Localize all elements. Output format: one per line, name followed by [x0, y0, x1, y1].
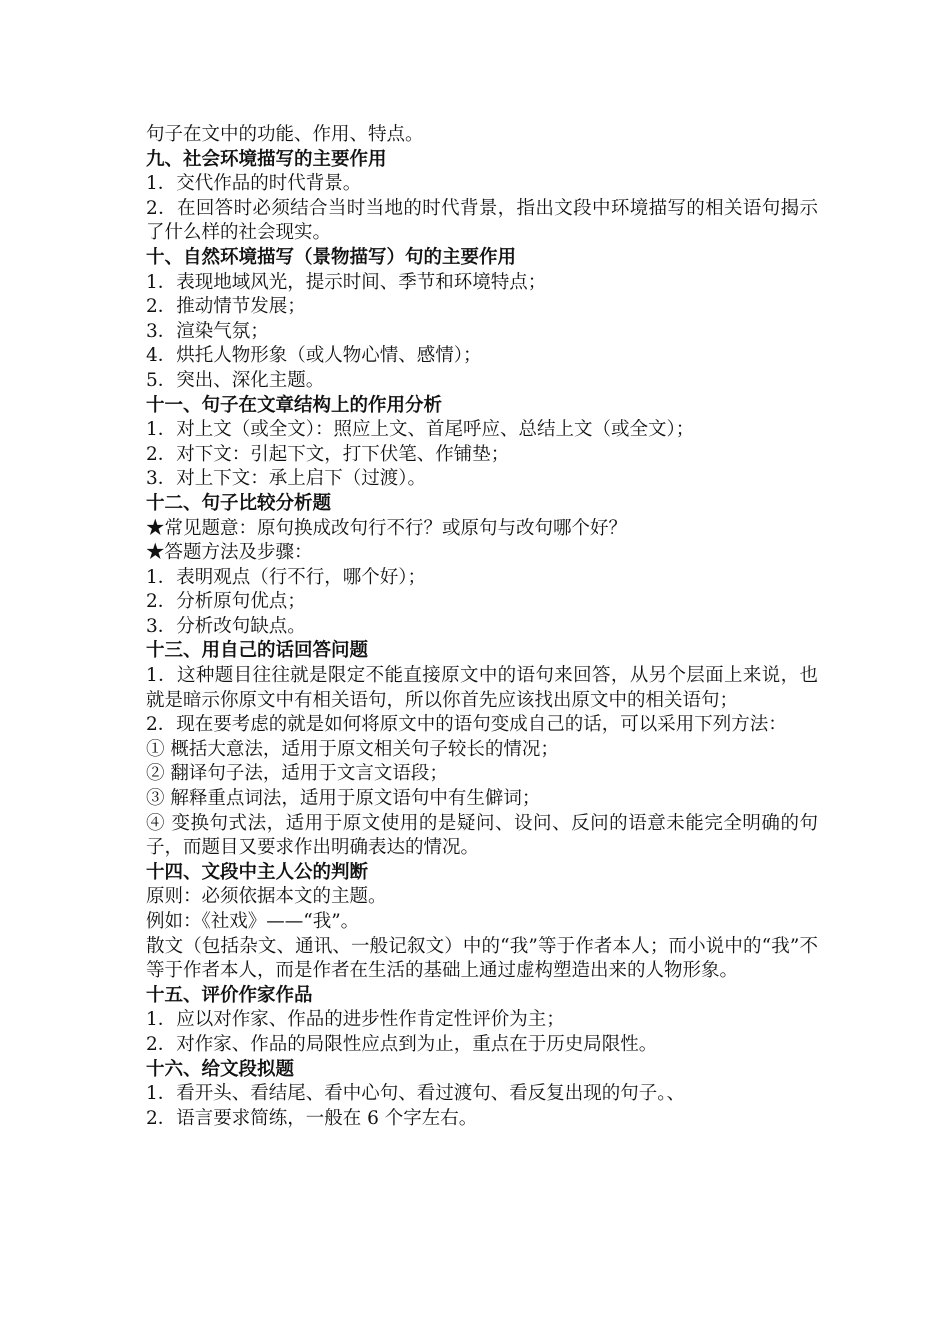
section-14-item: 例如：《社戏》——“我”。 — [146, 911, 360, 932]
section-heading-14: 十四、文段中主人公的判断 — [146, 861, 369, 883]
section-13-item: ③ 解释重点词法，适用于原文语句中有生僻词； — [146, 788, 541, 810]
section-15-item: 1．应以对作家、作品的进步性作肯定性评价为主； — [146, 1009, 565, 1031]
section-12-item: 2．分析原句优点； — [146, 591, 306, 613]
section-13-item: ② 翻译句子法，适用于文言文语段； — [146, 763, 448, 785]
section-11-item: 2．对下文：引起下文，打下伏笔、作铺垫； — [146, 443, 510, 465]
section-13-item: 1．这种题目往往就是限定不能直接原文中的语句来回答，从另个层面上来说，也就是暗示你原文中有相关语句，所以你首先应该找出原文中的相关语句； — [146, 665, 818, 711]
section-11-item: 3．对上下文：承上启下（过渡）。 — [146, 468, 427, 490]
section-heading-16: 十六、给文段拟题 — [146, 1058, 295, 1080]
section-10-item: 2．推动情节发展； — [146, 296, 306, 318]
section-12-item: 3．分析改句缺点。 — [146, 615, 306, 637]
section-13-item: ④ 变换句式法，适用于原文使用的是疑问、设问、反问的语意未能完全明确的句子，而题目又要求作出明确表达的情况。 — [146, 812, 818, 859]
section-12-item: ★常见题意：原句换成改句行不行？或原句与改句哪个好？ — [146, 517, 628, 539]
section-heading-9: 九、社会环境描写的主要作用 — [146, 148, 387, 170]
section-heading-11: 十一、句子在文章结构上的作用分析 — [146, 394, 443, 416]
section-heading-15: 十五、评价作家作品 — [146, 984, 313, 1006]
section-11-item: 1．对上文（或全文）：照应上文、首尾呼应、总结上文（或全文）； — [146, 419, 695, 441]
section-16-item: 1．看开头、看结尾、看中心句、看过渡句、看反复出现的句子。、 — [146, 1083, 686, 1105]
section-10-item: 4．烘托人物形象（或人物心情、感情）； — [146, 345, 482, 367]
section-10-item: 3．渲染气氛； — [146, 320, 269, 342]
section-14-item: 原则：必须依据本文的主题。 — [146, 886, 387, 908]
section-14-item: 散文（包括杂文、通讯、一般记叙文）中的“我”等于作者本人；而小说中的“我”不等于作者本人，而是作者在生活的基础上通过虚构塑造出来的人物形象。 — [146, 935, 818, 982]
section-10-item: 5．突出、深化主题。 — [146, 369, 325, 391]
intro-line: 句子在文中的功能、作用、特点。 — [146, 124, 424, 145]
section-12-item: 1．表明观点（行不行，哪个好）； — [146, 566, 427, 588]
section-13-item: ① 概括大意法，适用于原文相关句子较长的情况； — [146, 738, 559, 760]
section-16-item: 2．语言要求简练，一般在 6 个字左右。 — [146, 1107, 478, 1129]
section-13-item: 2．现在要考虑的就是如何将原文中的语句变成自己的话，可以采用下列方法： — [146, 714, 787, 736]
document-page — [146, 123, 818, 1131]
section-heading-12: 十二、句子比较分析题 — [146, 492, 332, 514]
section-10-item: 1．表现地域风光，提示时间、季节和环境特点； — [146, 271, 547, 293]
section-15-item: 2．对作家、作品的局限性应点到为止，重点在于历史局限性。 — [146, 1033, 658, 1055]
section-9-item: 1．交代作品的时代背景。 — [146, 173, 362, 195]
section-heading-13: 十三、用自己的话回答问题 — [146, 640, 369, 662]
section-heading-10: 十、自然环境描写（景物描写）句的主要作用 — [146, 246, 517, 268]
section-9-item: 2．在回答时必须结合当时当地的时代背景，指出文段中环境描写的相关语句揭示了什么样的社会现实。 — [146, 197, 818, 244]
section-12-item: ★答题方法及步骤： — [146, 542, 313, 564]
